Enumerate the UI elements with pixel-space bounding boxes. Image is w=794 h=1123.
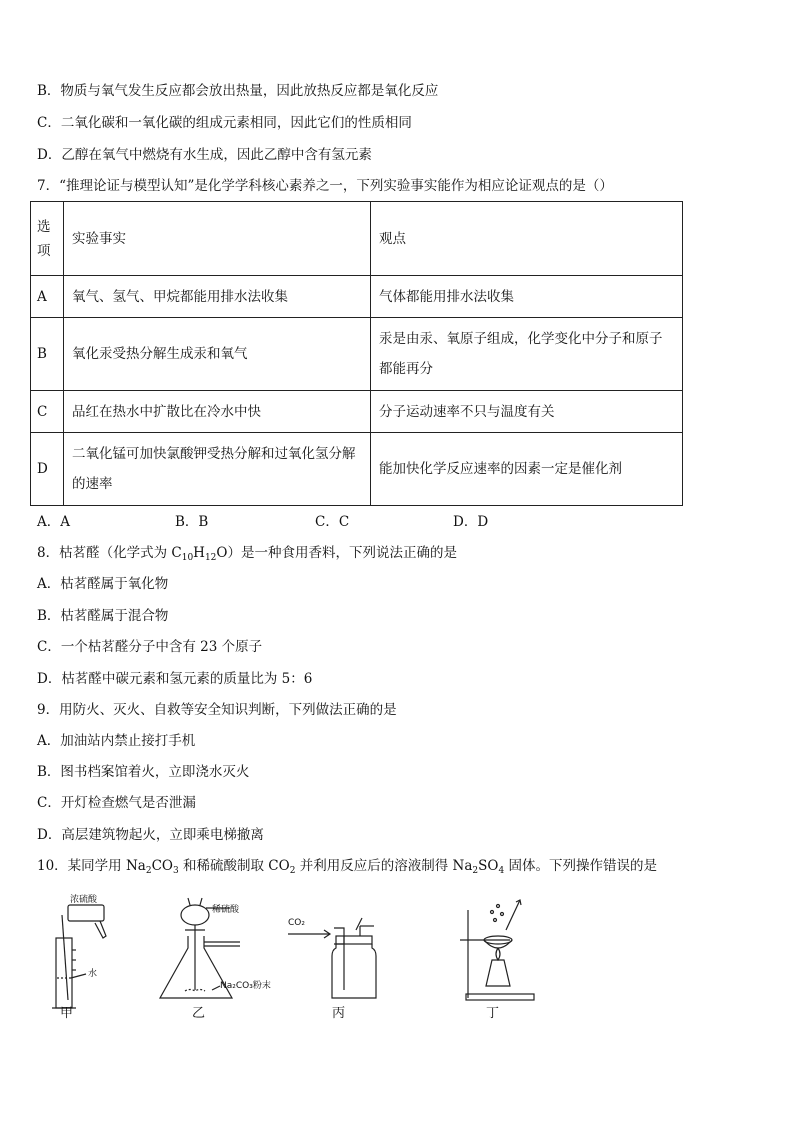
- q9-option-b: B．图书档案馆着火，立即浇水灭火: [37, 764, 250, 780]
- q7-answers: [37, 513, 488, 531]
- answer-b: B．B: [175, 514, 209, 530]
- label-conc-acid: 浓硫酸: [70, 895, 98, 905]
- label-yi: 乙: [192, 1006, 206, 1021]
- q9-option-c: C．开灯检查燃气是否泄漏: [37, 795, 196, 811]
- header-fact: 实验事实: [64, 202, 371, 276]
- q7-stem: 7．“推理论证与模型认知”是化学学科核心素养之一，下列实验事实能作为相应论证观点的是（）: [37, 178, 613, 194]
- row-view: 分子运动速率不只与温度有关: [371, 391, 683, 433]
- q6-option-c: C．二氧化碳和一氧化碳的组成元素相同，因此它们的性质相同: [37, 115, 412, 131]
- table-header-row: [31, 202, 683, 276]
- label-ding: 丁: [486, 1006, 500, 1021]
- row-fact: 二氧化锰可加快氯酸钾受热分解和过氧化氢分解的速率: [64, 433, 371, 506]
- q6-option-b: B．物质与氧气发生反应都会放出热量，因此放热反应都是氧化反应: [37, 83, 439, 99]
- fig-c-gas-bottle: [288, 918, 376, 998]
- row-option: D: [31, 433, 64, 506]
- row-fact: 氧化汞受热分解生成汞和氧气: [64, 318, 371, 391]
- header-view: 观点: [371, 202, 683, 276]
- q9-option-a: A．加油站内禁止接打手机: [37, 733, 196, 749]
- label-dilute-acid: 稀硫酸: [212, 905, 240, 915]
- row-view: 能加快化学反应速率的因素一定是催化剂: [371, 433, 683, 506]
- label-jia: 甲: [60, 1006, 74, 1021]
- table-row: [31, 433, 683, 506]
- row-view: 汞是由汞、氧原子组成，化学变化中分子和原子都能再分: [371, 318, 683, 391]
- label-water: 水: [88, 969, 98, 979]
- fig-d-evaporation: [460, 900, 534, 1000]
- row-view: 气体都能用排水法收集: [371, 276, 683, 318]
- q9-stem: 9．用防火、灭火、自救等安全知识判断，下列做法正确的是: [37, 702, 397, 718]
- answer-c: C．C: [315, 514, 350, 530]
- q8-option-c: C．一个枯茗醛分子中含有 23 个原子: [37, 639, 263, 655]
- table-row: [31, 276, 683, 318]
- fig-a-cylinder: [52, 905, 106, 1008]
- label-bing: 丙: [332, 1006, 346, 1021]
- row-fact: 氧气、氢气、甲烷都能用排水法收集: [64, 276, 371, 318]
- header-option: 选项: [31, 202, 64, 276]
- q8-option-b: B．枯茗醛属于混合物: [37, 608, 169, 624]
- row-option: A: [31, 276, 64, 318]
- q7-table: [30, 201, 683, 506]
- q8-option-a: A．枯茗醛属于氧化物: [37, 576, 169, 592]
- row-option: C: [31, 391, 64, 433]
- label-co2: CO₂: [288, 918, 305, 928]
- q6-option-d: D．乙醇在氧气中燃烧有水生成，因此乙醇中含有氢元素: [37, 147, 372, 163]
- label-powder: Na₂CO₃粉末: [220, 981, 271, 991]
- row-option: B: [31, 318, 64, 391]
- q10-stem: 10．某同学用 $Na_2CO_3$ 和稀硫酸制取 $CO_2$ 并利用反应后的溶液制得 $Na_2SO_4$ 固体。下列操作错误的是: [37, 858, 657, 876]
- q8-option-d: D．枯茗醛中碳元素和氢元素的质量比为 5：6: [37, 671, 313, 687]
- table-row: [31, 391, 683, 433]
- answer-a: A．A: [37, 514, 70, 530]
- answer-d: D．D: [453, 514, 489, 530]
- q8-stem: 8．枯茗醛（化学式为 $C_{10}H_{12}O$）是一种食用香料，下列说法正确的是: [37, 545, 457, 563]
- q9-option-d: D．高层建筑物起火，立即乘电梯撤离: [37, 827, 264, 843]
- table-row: [31, 318, 683, 391]
- row-fact: 品红在热水中扩散比在冷水中快: [64, 391, 371, 433]
- q10-figures: [40, 890, 580, 1030]
